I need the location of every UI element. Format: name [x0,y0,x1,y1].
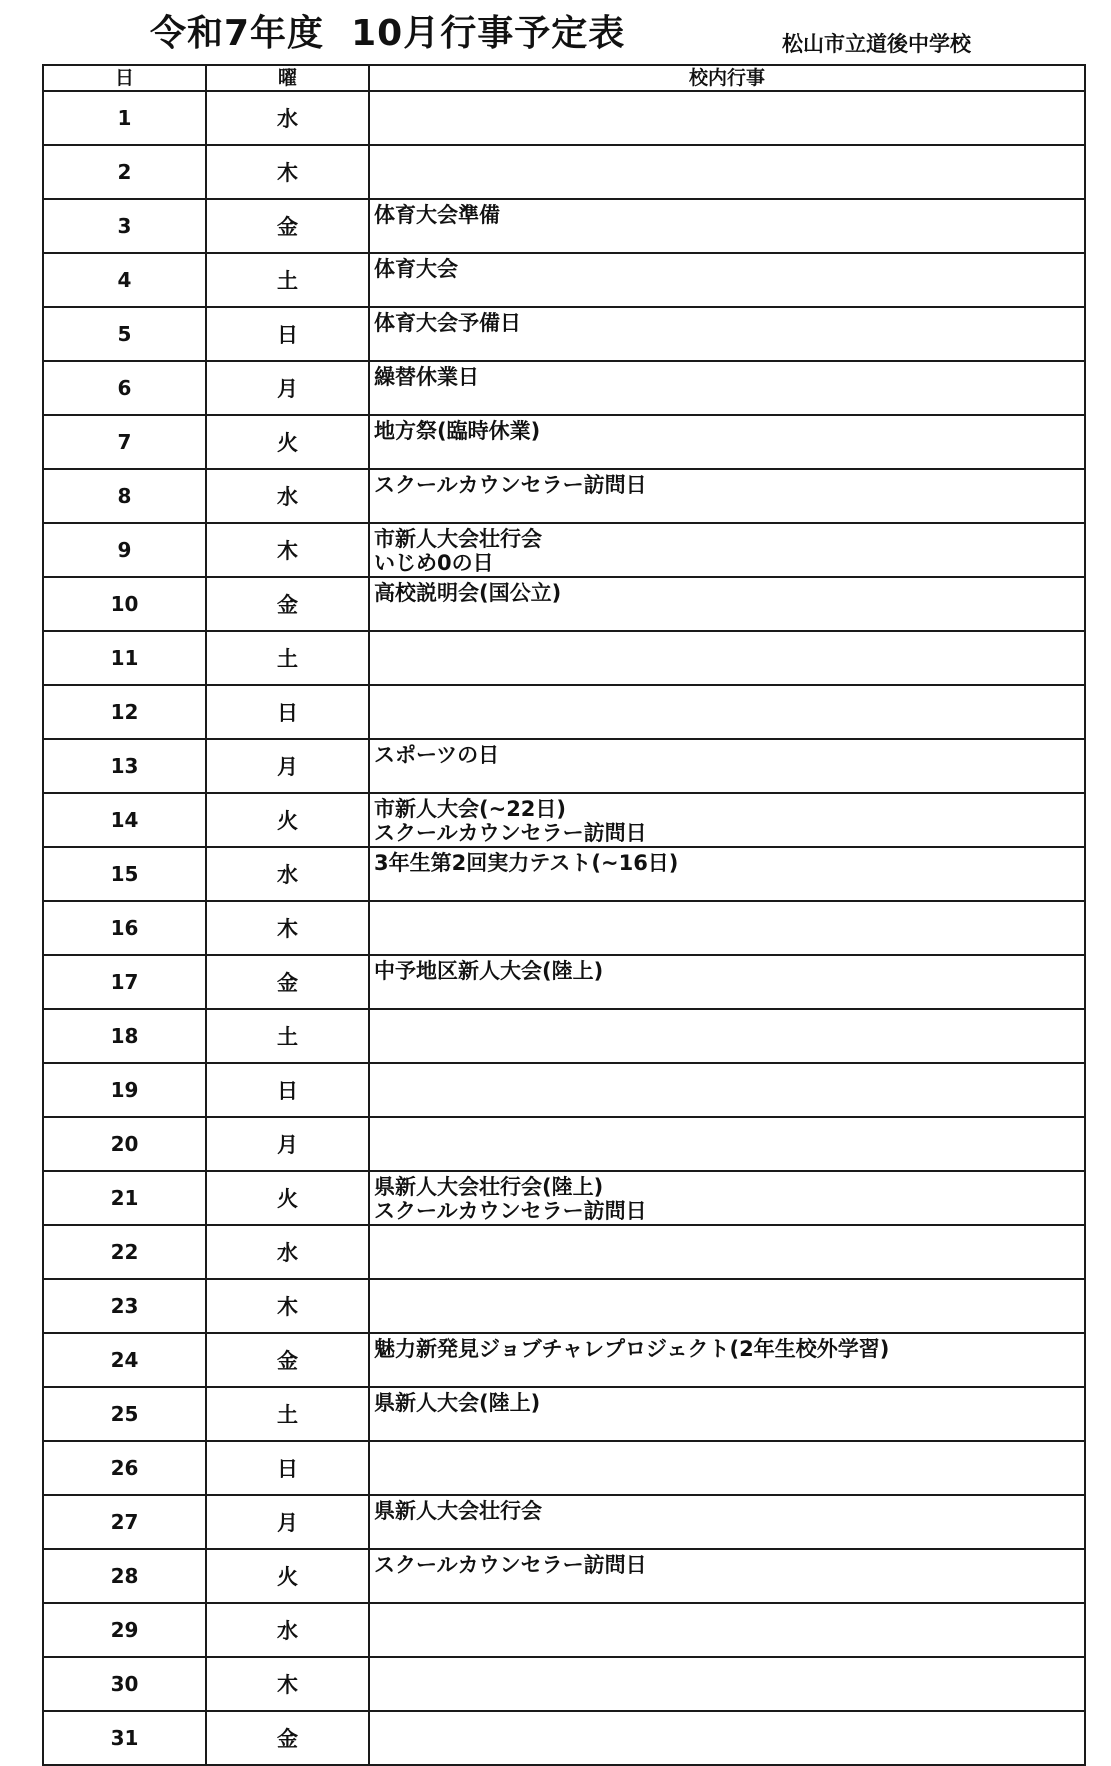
events-cell [369,1387,1085,1441]
event-item: 中予地区新人大会(陸上) [374,959,604,983]
day-cell: 4 [43,253,206,307]
table-row [43,577,1085,631]
events-cell [369,577,1085,631]
event-item: 県新人大会(陸上) [374,1391,541,1415]
event-item: スクールカウンセラー訪問日 [374,821,647,845]
table-row [43,523,1085,577]
event-item: スポーツの日 [374,743,500,767]
event-item: 体育大会 [374,257,458,281]
events-cell [369,253,1085,307]
day-cell: 22 [43,1225,206,1279]
weekday-cell: 日 [206,685,369,739]
weekday-cell: 火 [206,1171,369,1225]
table-row [43,91,1085,145]
weekday-cell: 金 [206,1333,369,1387]
day-cell: 10 [43,577,206,631]
table-row [43,1063,1085,1117]
events-cell [369,307,1085,361]
day-cell: 29 [43,1603,206,1657]
table-row [43,955,1085,1009]
events-cell [369,415,1085,469]
events-cell [369,1117,1085,1171]
weekday-cell: 月 [206,361,369,415]
weekday-cell: 土 [206,1009,369,1063]
day-cell: 26 [43,1441,206,1495]
weekday-cell: 火 [206,415,369,469]
events-cell [369,469,1085,523]
events-cell [369,1549,1085,1603]
events-cell [369,1603,1085,1657]
day-cell: 20 [43,1117,206,1171]
day-cell: 27 [43,1495,206,1549]
day-cell: 8 [43,469,206,523]
weekday-cell: 木 [206,523,369,577]
weekday-cell: 水 [206,469,369,523]
events-cell [369,1711,1085,1765]
events-cell [369,1009,1085,1063]
table-row [43,739,1085,793]
events-cell [369,955,1085,1009]
weekday-cell: 日 [206,307,369,361]
schedule-body [43,91,1085,1765]
weekday-cell: 水 [206,1603,369,1657]
event-item: スクールカウンセラー訪問日 [374,1199,647,1223]
table-row [43,469,1085,523]
weekday-cell: 日 [206,1063,369,1117]
event-item: スクールカウンセラー訪問日 [374,473,647,497]
weekday-cell: 土 [206,253,369,307]
day-cell: 19 [43,1063,206,1117]
weekday-cell: 木 [206,901,369,955]
event-item: 繰替休業日 [374,365,479,389]
day-cell: 30 [43,1657,206,1711]
page-title: 令和7年度 10月行事予定表 [150,13,626,54]
table-row [43,631,1085,685]
weekday-cell: 金 [206,1711,369,1765]
events-cell [369,1441,1085,1495]
table-row [43,1441,1085,1495]
column-header-events: 校内行事 [369,65,1085,91]
weekday-cell: 水 [206,91,369,145]
table-row [43,361,1085,415]
event-item: 体育大会準備 [374,203,500,227]
table-row [43,1603,1085,1657]
table-row [43,415,1085,469]
table-row [43,1333,1085,1387]
column-header-weekday: 曜 [206,65,369,91]
table-row [43,1657,1085,1711]
header-row [43,65,1085,91]
table-row [43,847,1085,901]
events-cell [369,1171,1085,1225]
weekday-cell: 金 [206,577,369,631]
event-item: 3年生第2回実力テスト(~16日) [374,851,679,875]
event-item: 体育大会予備日 [374,311,521,335]
table-row [43,901,1085,955]
table-row [43,1225,1085,1279]
day-cell: 16 [43,901,206,955]
day-cell: 21 [43,1171,206,1225]
weekday-cell: 月 [206,1495,369,1549]
table-row [43,685,1085,739]
weekday-cell: 土 [206,1387,369,1441]
events-cell [369,145,1085,199]
table-row [43,145,1085,199]
table-row [43,1009,1085,1063]
weekday-cell: 火 [206,793,369,847]
column-header-day: 日 [43,65,206,91]
day-cell: 25 [43,1387,206,1441]
day-cell: 15 [43,847,206,901]
event-item: 県新人大会壮行会(陸上) [374,1175,604,1199]
table-row [43,1549,1085,1603]
day-cell: 24 [43,1333,206,1387]
school-name: 松山市立道後中学校 [782,32,971,56]
weekday-cell: 月 [206,1117,369,1171]
events-cell [369,1657,1085,1711]
events-cell [369,361,1085,415]
weekday-cell: 木 [206,1279,369,1333]
table-row [43,1279,1085,1333]
day-cell: 23 [43,1279,206,1333]
schedule-table [42,64,1086,1766]
weekday-cell: 木 [206,145,369,199]
event-item: 県新人大会壮行会 [374,1499,542,1523]
day-cell: 5 [43,307,206,361]
event-item: 高校説明会(国公立) [374,581,562,605]
weekday-cell: 土 [206,631,369,685]
day-cell: 31 [43,1711,206,1765]
weekday-cell: 日 [206,1441,369,1495]
table-row [43,1711,1085,1765]
weekday-cell: 水 [206,1225,369,1279]
events-cell [369,1333,1085,1387]
events-cell [369,1495,1085,1549]
events-cell [369,847,1085,901]
table-row [43,1117,1085,1171]
event-item: 市新人大会壮行会 [374,527,542,551]
table-row [43,1387,1085,1441]
day-cell: 3 [43,199,206,253]
events-cell [369,739,1085,793]
event-item: スクールカウンセラー訪問日 [374,1553,647,1577]
events-cell [369,199,1085,253]
events-cell [369,1063,1085,1117]
events-cell [369,631,1085,685]
weekday-cell: 木 [206,1657,369,1711]
events-cell [369,91,1085,145]
table-row [43,253,1085,307]
day-cell: 2 [43,145,206,199]
day-cell: 17 [43,955,206,1009]
weekday-cell: 月 [206,739,369,793]
weekday-cell: 水 [206,847,369,901]
weekday-cell: 金 [206,955,369,1009]
event-item: いじめ0の日 [374,551,494,575]
day-cell: 9 [43,523,206,577]
day-cell: 14 [43,793,206,847]
day-cell: 12 [43,685,206,739]
events-cell [369,1279,1085,1333]
table-row [43,1495,1085,1549]
day-cell: 18 [43,1009,206,1063]
events-cell [369,1225,1085,1279]
day-cell: 6 [43,361,206,415]
table-row [43,199,1085,253]
events-cell [369,523,1085,577]
table-row [43,1171,1085,1225]
table-row [43,307,1085,361]
events-cell [369,793,1085,847]
day-cell: 28 [43,1549,206,1603]
day-cell: 13 [43,739,206,793]
weekday-cell: 金 [206,199,369,253]
weekday-cell: 火 [206,1549,369,1603]
event-item: 市新人大会(~22日) [374,797,567,821]
day-cell: 7 [43,415,206,469]
day-cell: 1 [43,91,206,145]
events-cell [369,685,1085,739]
event-item: 魅力新発見ジョブチャレプロジェクト(2年生校外学習) [374,1337,890,1361]
table-row [43,793,1085,847]
event-item: 地方祭(臨時休業) [374,419,541,443]
events-cell [369,901,1085,955]
day-cell: 11 [43,631,206,685]
